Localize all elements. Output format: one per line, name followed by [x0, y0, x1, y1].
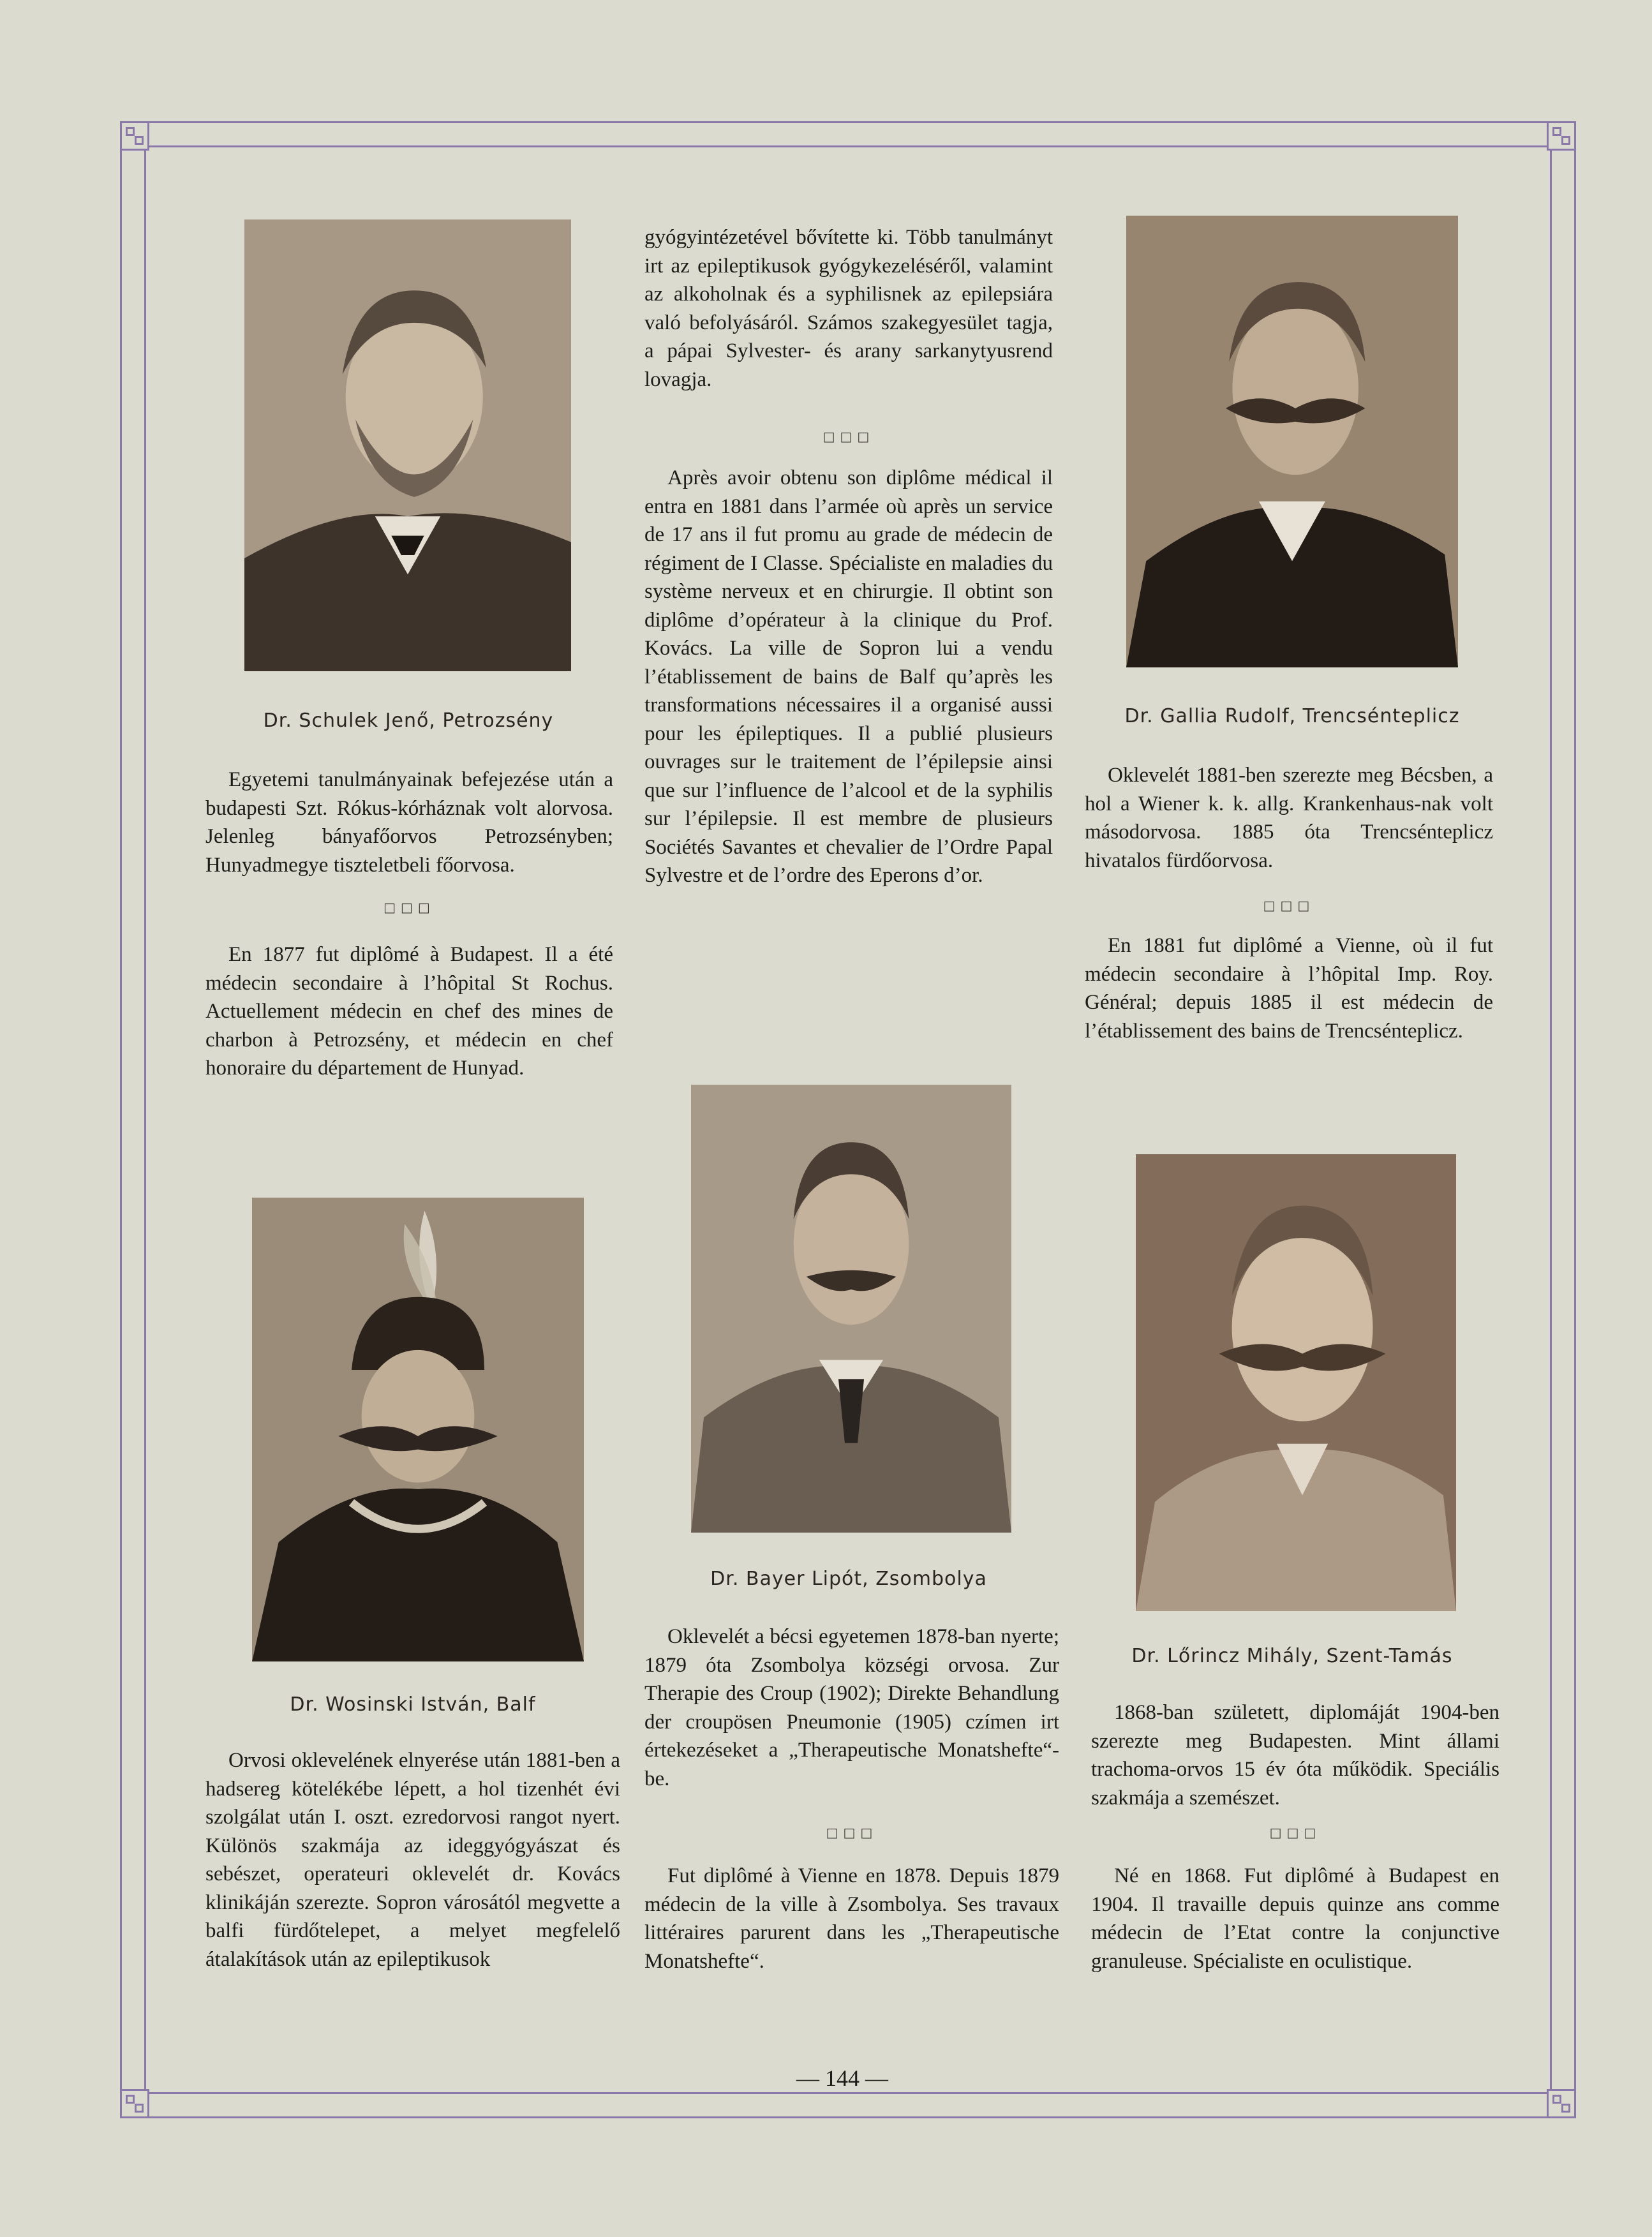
section-divider-ornament: □□□	[383, 900, 435, 915]
photo-caption: Dr. Lőrincz Mihály, Szent-Tamás	[1131, 1645, 1453, 1667]
bio-text-hungarian: Oklevelét 1881-ben szerezte meg Bécsben, a hol a Wiener k. k. allg. Krankenhaus-nak volt másodorvosa. 1885 óta Trencsénteplicz hivatalos fürdőorvosa.	[1085, 764, 1493, 872]
portrait-photo-schulek	[244, 219, 571, 671]
section-divider-ornament: □□□	[826, 1825, 878, 1840]
page-number: — 144 —	[796, 2065, 888, 2091]
bio-text-hungarian: 1868-ban született, diplomáját 1904-ben szerezte meg Budapesten. Mint állami trachoma-orvos 15 év óta működik. Speciális szakmája a szemészet.	[1091, 1701, 1499, 1810]
bio-text-french: En 1881 fut diplômé a Vienne, où il fut médecin secondaire à l’hôpital Imp. Roy. Général; depuis 1885 il est médecin de l’établissement des bains de Trencsénteplicz.	[1085, 934, 1493, 1043]
portrait-photo-lorincz	[1136, 1154, 1456, 1611]
portrait-photo-bayer	[691, 1085, 1011, 1533]
frame-corner-ornament	[120, 2089, 149, 2118]
bio-text-french: En 1877 fut diplômé à Budapest. Il a été médecin secondaire à l’hôpital St Rochus. Actuellement médecin en chef des mines de charbon à Petrozsény, et médecin en chef honoraire du département de Hunyad.	[205, 943, 613, 1080]
frame-corner-ornament	[1547, 121, 1576, 151]
section-divider-ornament: □□□	[1269, 1825, 1321, 1840]
bio-text-hungarian-continued: gyógyintézetével bővítette ki. Több tanulmányt irt az epileptikusok gyógykezeléséről, valamint az alkoholnak és a syphilisnek az epilepsiára való befolyásáról. Számos szakegyesület tagja, a pápai Sylvester- és arany sarkanytyusrend lovagja.	[644, 226, 1053, 391]
bio-text-french: Né en 1868. Fut diplômé à Budapest en 1904. Il travaille depuis quinze ans comme médecin de l’Etat contre la conjunctive granuleuse. Spécialiste en oculistique.	[1091, 1864, 1499, 1973]
photo-caption: Dr. Gallia Rudolf, Trencsénteplicz	[1124, 705, 1460, 727]
portrait-photo-wosinski	[252, 1198, 584, 1661]
bio-text-hungarian: Orvosi oklevelének elnyerése után 1881-ben a hadsereg kötelékébe lépett, a hol tizenhét évi szolgálat után I. oszt. ezredorvosi rangot nyert. Különös szakmája az ideggyógyászat és sebészet, operateuri oklevelét dr. Kovács klinikáján szerezte. Sopron városától megvette a balfi fürdőtelepet, a melyet megfelelő átalakítások után az epileptikusok	[205, 1749, 620, 1971]
portrait-photo-gallia	[1126, 216, 1458, 667]
section-divider-ornament: □□□	[822, 429, 875, 444]
bio-text-hungarian: Egyetemi tanulmányainak befejezése után a budapesti Szt. Rókus-kórháznak volt alorvosa. Jelenleg bányafőorvos Petrozsényben; Hunyadmegye tiszteletbeli főorvosa.	[205, 768, 613, 877]
section-divider-ornament: □□□	[1263, 898, 1315, 913]
frame-corner-ornament	[1547, 2089, 1576, 2118]
bio-text-french: Après avoir obtenu son diplôme médical il entra en 1881 dans l’armée où après un service de 17 ans il fut promu au grade de médecin de régiment de I Classe. Spécialiste en maladies du système nerveux et en chirurgie. Il obtint son diplôme d’opérateur à la clinique du Prof. Kovács. La ville de Sopron lui a vendu l’établissement de bains de Balf qu’après les transformations nécessaires il a organisé aussi pour les épileptiques. Il a publié plusieurs ouvrages sur le traitement de l’épilepsie ainsi que sur l’influence de l’alcool et de la syphilis sur l’épilepsie. Il est membre de plusieurs Sociétés Savantes et chevalier de l’Ordre Papal Sylvestre et de l’ordre des Eperons d’or.	[644, 466, 1053, 887]
frame-corner-ornament	[120, 121, 149, 151]
photo-caption: Dr. Schulek Jenő, Petrozsény	[263, 710, 554, 732]
photo-caption: Dr. Bayer Lipót, Zsombolya	[710, 1568, 987, 1590]
photo-caption: Dr. Wosinski István, Balf	[290, 1693, 536, 1716]
bio-text-hungarian: Oklevelét a bécsi egyetemen 1878-ban nyerte; 1879 óta Zsombolya községi orvosa. Zur Therapie des Croup (1902); Direkte Behandlung der croupösen Pneumonie (1905) czímen irt értekezéseket a „Therapeutische Monatshefte“-be.	[644, 1625, 1059, 1790]
bio-text-french: Fut diplômé à Vienne en 1878. Depuis 1879 médecin de la ville à Zsombolya. Ses travaux littéraires parurent dans les „Therapeutische Monatshefte“.	[644, 1864, 1059, 1973]
